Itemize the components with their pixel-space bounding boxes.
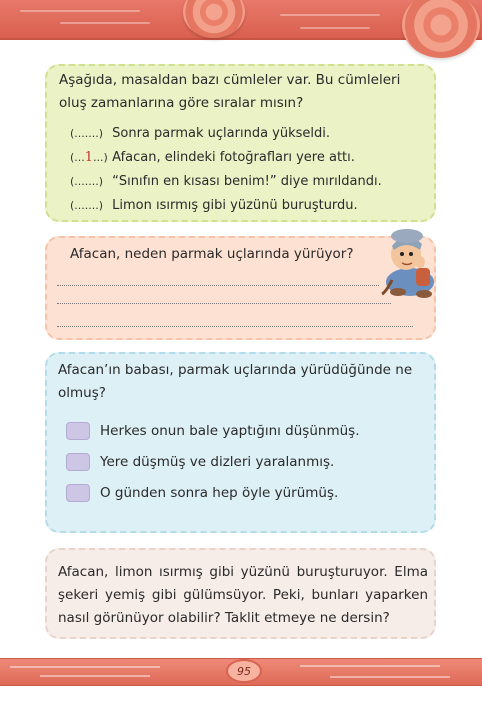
ordering-item-text: Limon ısırmış gibi yüzünü buruşturdu. (112, 198, 358, 213)
answer-line[interactable] (57, 325, 413, 327)
ordering-item (70, 124, 330, 144)
activity-prompt: Afacan, limon ısırmış gibi yüzünü buruşturuyor. Elma şekeri yemiş gibi gülümsüyor. Peki, bunları yaparken nasıl görünüyor olabilir? Taklit etmeye ne dersin? (58, 564, 428, 626)
order-slot[interactable]: (.......) (70, 199, 104, 212)
order-slot[interactable]: (.......) (70, 175, 104, 188)
order-slot[interactable]: (.......) (70, 127, 104, 140)
multiple-choice-prompt: Afacan’ın babası, parmak uçlarında yürüdüğünde ne olmuş? (58, 362, 413, 401)
ordering-item-text: Afacan, elindeki fotoğrafları yere attı. (112, 150, 355, 165)
answer-line[interactable] (57, 284, 379, 286)
ordering-item (70, 172, 382, 192)
order-number: 1 (84, 150, 94, 165)
log-end-right (402, 0, 480, 58)
choice-checkbox[interactable] (66, 484, 90, 502)
choice-checkbox[interactable] (66, 453, 90, 471)
ordering-item-text: “Sınıfın en kısası benim!” diye mırıldandı. (112, 174, 382, 189)
choice-label: O günden sonra hep öyle yürümüş. (100, 485, 339, 501)
thinking-boy-illustration (380, 222, 440, 300)
ordering-item (70, 148, 355, 168)
choice-checkbox[interactable] (66, 422, 90, 440)
order-slot[interactable]: (...1...) (70, 150, 108, 165)
choice-option[interactable] (66, 482, 338, 504)
choice-label: Herkes onun bale yaptığını düşünmüş. (100, 423, 360, 439)
choice-option[interactable] (66, 420, 359, 442)
ordering-item (70, 196, 358, 216)
ordering-question-prompt: Aşağıda, masaldan bazı cümleler var. Bu cümleleri oluş zamanlarına göre sıralar mısın? (59, 72, 401, 111)
answer-line[interactable] (57, 302, 391, 304)
open-question-prompt: Afacan, neden parmak uçlarında yürüyor? (70, 246, 354, 262)
ordering-item-text: Sonra parmak uçlarında yükseldi. (112, 126, 331, 141)
choice-label: Yere düşmüş ve dizleri yaralanmış. (100, 454, 335, 470)
choice-option[interactable] (66, 451, 334, 473)
page-number: 95 (226, 659, 262, 683)
